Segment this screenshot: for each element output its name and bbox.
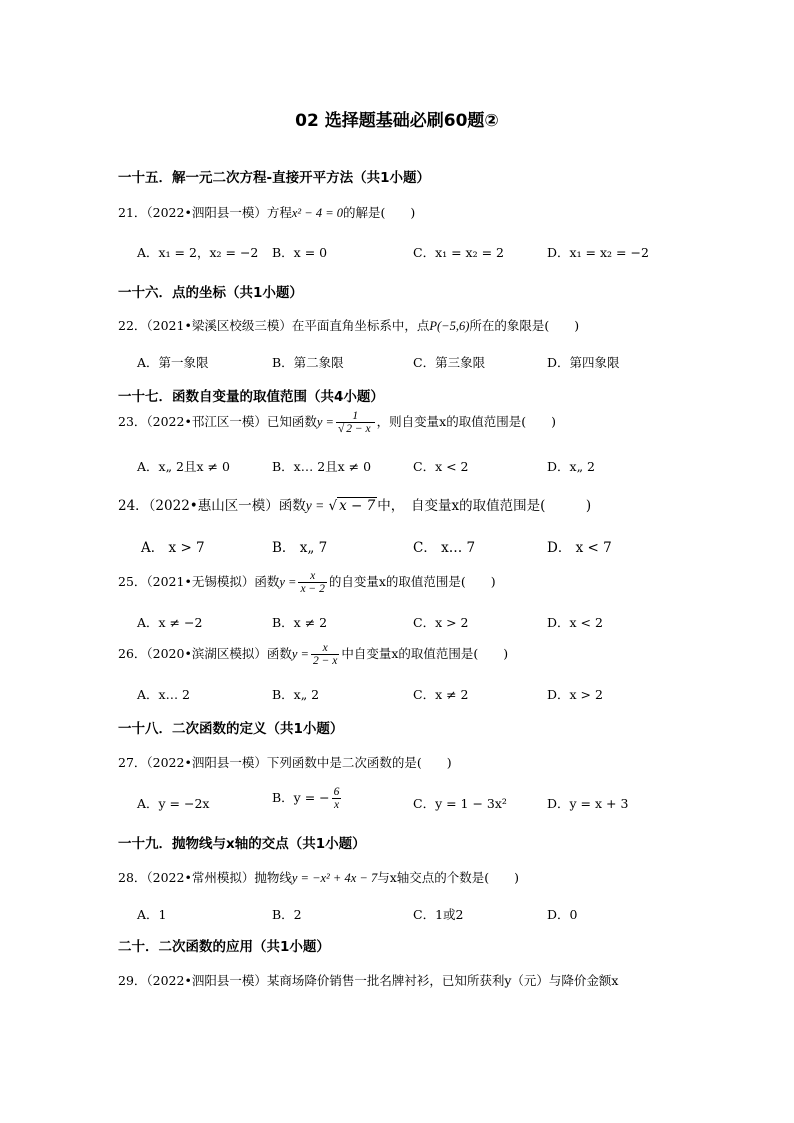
question-text: 中自变量x的取值范围是( ) bbox=[341, 646, 509, 661]
option-d: D．x < 2 bbox=[547, 615, 603, 630]
section-heading-17: 一十七．函数自变量的取值范围（共4小题） bbox=[118, 389, 384, 405]
point: P(−5,6) bbox=[429, 319, 470, 333]
section-heading-16: 一十六．点的坐标（共1小题） bbox=[118, 285, 303, 301]
function-lhs: y = bbox=[279, 575, 297, 589]
option-c: C．x < 2 bbox=[413, 459, 469, 474]
numerator: x bbox=[311, 642, 339, 655]
question-text: 25．（2021•无锡模拟）函数 bbox=[118, 574, 280, 589]
option-a: A．x… 2 bbox=[137, 687, 191, 702]
section-heading-20: 二十．二次函数的应用（共1小题） bbox=[118, 939, 330, 955]
section-heading-18: 一十八．二次函数的定义（共1小题） bbox=[118, 721, 344, 737]
question-21 bbox=[118, 203, 415, 221]
question-24 bbox=[118, 494, 591, 514]
question-28 bbox=[118, 868, 519, 886]
option-a: A．第一象限 bbox=[137, 355, 209, 370]
option-a: A．y = −2x bbox=[137, 796, 210, 811]
option-c: C． x… 7 bbox=[413, 540, 476, 556]
question-text: 24．（2022•惠山区一模）函数 bbox=[118, 498, 306, 514]
question-text: 23．（2022•邗江区一模）已知函数 bbox=[118, 414, 317, 429]
radicand: 2 − x bbox=[346, 423, 371, 435]
option-d: D．第四象限 bbox=[547, 355, 620, 370]
fraction bbox=[336, 410, 375, 435]
option-d: D．0 bbox=[547, 907, 578, 922]
option-b: B．第二象限 bbox=[272, 355, 344, 370]
numerator: 1 bbox=[336, 410, 375, 423]
option-b bbox=[272, 786, 343, 811]
numerator: 6 bbox=[333, 786, 340, 798]
equation: x² − 4 = 0 bbox=[291, 206, 344, 220]
option-d: D．x₁ = x₂ = −2 bbox=[547, 245, 649, 260]
option-d: D．x„ 2 bbox=[547, 459, 595, 474]
sqrt-sign: √ bbox=[328, 498, 338, 514]
option-d: D． x < 7 bbox=[547, 540, 612, 556]
question-text: 所在的象限是( ) bbox=[469, 318, 580, 333]
question-text: 21．（2022•泗阳县一模）方程 bbox=[118, 205, 292, 220]
section-heading-19: 一十九．抛物线与x轴的交点（共1小题） bbox=[118, 836, 366, 852]
question-text: 中， 自变量x的取值范围是( ) bbox=[377, 498, 592, 514]
option-a: A．x„ 2且x ≠ 0 bbox=[137, 459, 230, 474]
fraction bbox=[332, 786, 342, 811]
option-c: C．1或2 bbox=[413, 907, 464, 922]
question-29: 29．（2022•泗阳县一模）某商场降价销售一批名牌衬衫，已知所获利y（元）与降价金额x bbox=[118, 973, 619, 988]
option-b: B．x ≠ 2 bbox=[272, 615, 328, 630]
question-27: 27．（2022•泗阳县一模）下列函数中是二次函数的是( ) bbox=[118, 755, 452, 770]
question-22 bbox=[118, 316, 579, 334]
option-c: C．x ≠ 2 bbox=[413, 687, 469, 702]
option-c: C．x₁ = x₂ = 2 bbox=[413, 245, 504, 260]
option-b: B．x = 0 bbox=[272, 245, 328, 260]
question-text: 28．（2022•常州模拟）抛物线 bbox=[118, 870, 292, 885]
function-lhs: y = bbox=[291, 647, 309, 661]
denominator: x bbox=[333, 799, 340, 811]
fraction bbox=[298, 570, 326, 595]
option-c: C．x > 2 bbox=[413, 615, 469, 630]
question-text: 22．（2021•梁溪区校级三模）在平面直角坐标系中，点 bbox=[118, 318, 430, 333]
option-text: B．y = − bbox=[272, 790, 330, 805]
option-d: D．y = x + 3 bbox=[547, 796, 629, 811]
denominator: x − 2 bbox=[300, 583, 325, 595]
question-text: 与x轴交点的个数是( ) bbox=[377, 870, 520, 885]
question-text: 的自变量x的取值范围是( ) bbox=[328, 574, 496, 589]
option-c: C．第三象限 bbox=[413, 355, 486, 370]
denominator: 2 − x bbox=[312, 655, 338, 667]
option-a: A．x₁ = 2，x₂ = −2 bbox=[137, 245, 259, 260]
question-text: ，则自变量x的取值范围是( ) bbox=[376, 414, 556, 429]
option-b: B． x„ 7 bbox=[272, 540, 328, 556]
function-lhs: y = bbox=[305, 498, 325, 513]
question-23 bbox=[118, 410, 556, 435]
parabola-equation: y = −x² + 4x − 7 bbox=[291, 871, 378, 885]
fraction bbox=[311, 642, 339, 667]
question-26 bbox=[118, 642, 508, 667]
numerator: x bbox=[298, 570, 326, 583]
option-a: A．1 bbox=[137, 907, 167, 922]
section-heading-15: 一十五．解一元二次方程-直接开平方法（共1小题） bbox=[118, 170, 430, 186]
function-lhs: y = bbox=[316, 415, 334, 429]
option-c: C．y = 1 − 3x² bbox=[413, 796, 507, 811]
question-25 bbox=[118, 570, 496, 595]
question-text: 26．（2020•滨湖区模拟）函数 bbox=[118, 646, 292, 661]
page-title: 02 选择题基础必刷60题② bbox=[295, 111, 499, 131]
denominator: √ 2 − x bbox=[337, 423, 371, 435]
option-b: B．x„ 2 bbox=[272, 687, 320, 702]
option-b: B．x… 2且x ≠ 0 bbox=[272, 459, 372, 474]
question-text: 的解是( ) bbox=[343, 205, 416, 220]
option-a: A．x ≠ −2 bbox=[137, 615, 203, 630]
radicand: x − 7 bbox=[339, 498, 376, 514]
option-b: B．2 bbox=[272, 907, 302, 922]
option-a: A． x > 7 bbox=[141, 540, 205, 556]
option-d: D．x > 2 bbox=[547, 687, 603, 702]
